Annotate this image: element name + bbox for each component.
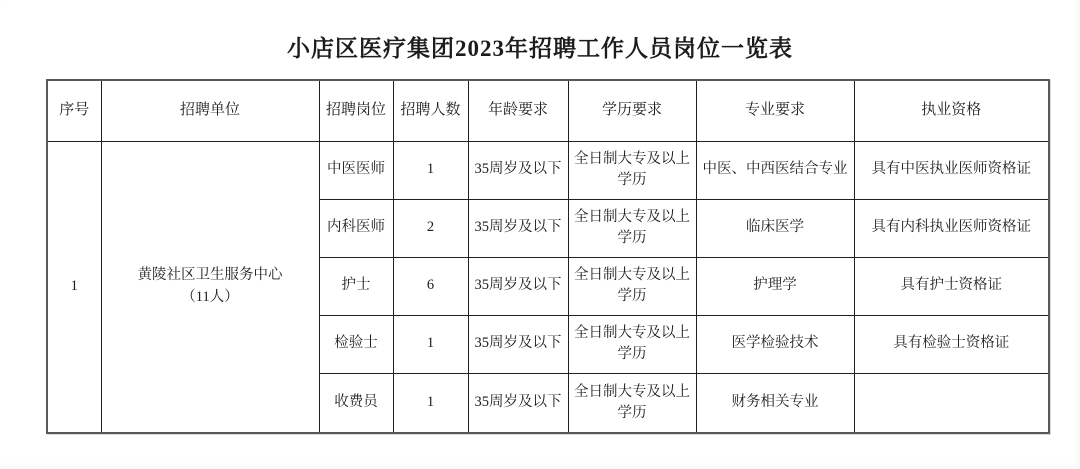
- cell-edu: 全日制大专及以上学历: [568, 315, 696, 373]
- cell-major: 财务相关专业: [696, 373, 854, 433]
- cell-cert: [854, 373, 1049, 433]
- cell-cert: 具有中医执业医师资格证: [854, 141, 1049, 199]
- table-row: [47, 141, 1049, 199]
- recruitment-table: [46, 79, 1050, 434]
- cell-major: 医学检验技术: [696, 315, 854, 373]
- header-post: 招聘岗位: [319, 80, 393, 141]
- cell-seq: 1: [47, 141, 101, 433]
- cell-major: 护理学: [696, 257, 854, 315]
- cell-edu: 全日制大专及以上学历: [568, 373, 696, 433]
- header-row: [47, 80, 1049, 141]
- page-title: 小店区医疗集团2023年招聘工作人员岗位一览表: [287, 36, 793, 61]
- cell-post: 检验士: [319, 315, 393, 373]
- cell-age: 35周岁及以下: [468, 257, 568, 315]
- cell-cert: 具有内科执业医师资格证: [854, 199, 1049, 257]
- unit-count: （11人）: [181, 288, 239, 305]
- header-unit: 招聘单位: [101, 80, 319, 141]
- cell-unit: [101, 141, 319, 433]
- cell-edu: 全日制大专及以上学历: [568, 257, 696, 315]
- cell-count: 1: [393, 315, 468, 373]
- cell-post: 护士: [319, 257, 393, 315]
- cell-cert: 具有护士资格证: [854, 257, 1049, 315]
- cell-count: 6: [393, 257, 468, 315]
- header-seq: 序号: [47, 80, 101, 141]
- header-age: 年龄要求: [468, 80, 568, 141]
- cell-post: 中医医师: [319, 141, 393, 199]
- cell-age: 35周岁及以下: [468, 315, 568, 373]
- cell-post: 收费员: [319, 373, 393, 433]
- cell-edu: 全日制大专及以上学历: [568, 141, 696, 199]
- cell-age: 35周岁及以下: [468, 373, 568, 433]
- cell-count: 2: [393, 199, 468, 257]
- unit-name: 黄陵社区卫生服务中心: [137, 267, 283, 283]
- cell-age: 35周岁及以下: [468, 141, 568, 199]
- cell-major: 临床医学: [696, 199, 854, 257]
- cell-count: 1: [393, 373, 468, 433]
- cell-cert: 具有检验士资格证: [854, 315, 1049, 373]
- cell-age: 35周岁及以下: [468, 199, 568, 257]
- cell-edu: 全日制大专及以上学历: [568, 199, 696, 257]
- header-edu: 学历要求: [568, 80, 696, 141]
- cell-major: 中医、中西医结合专业: [696, 141, 854, 199]
- header-count: 招聘人数: [393, 80, 468, 141]
- header-major: 专业要求: [696, 80, 854, 141]
- cell-count: 1: [393, 141, 468, 199]
- header-cert: 执业资格: [854, 80, 1049, 141]
- cell-post: 内科医师: [319, 199, 393, 257]
